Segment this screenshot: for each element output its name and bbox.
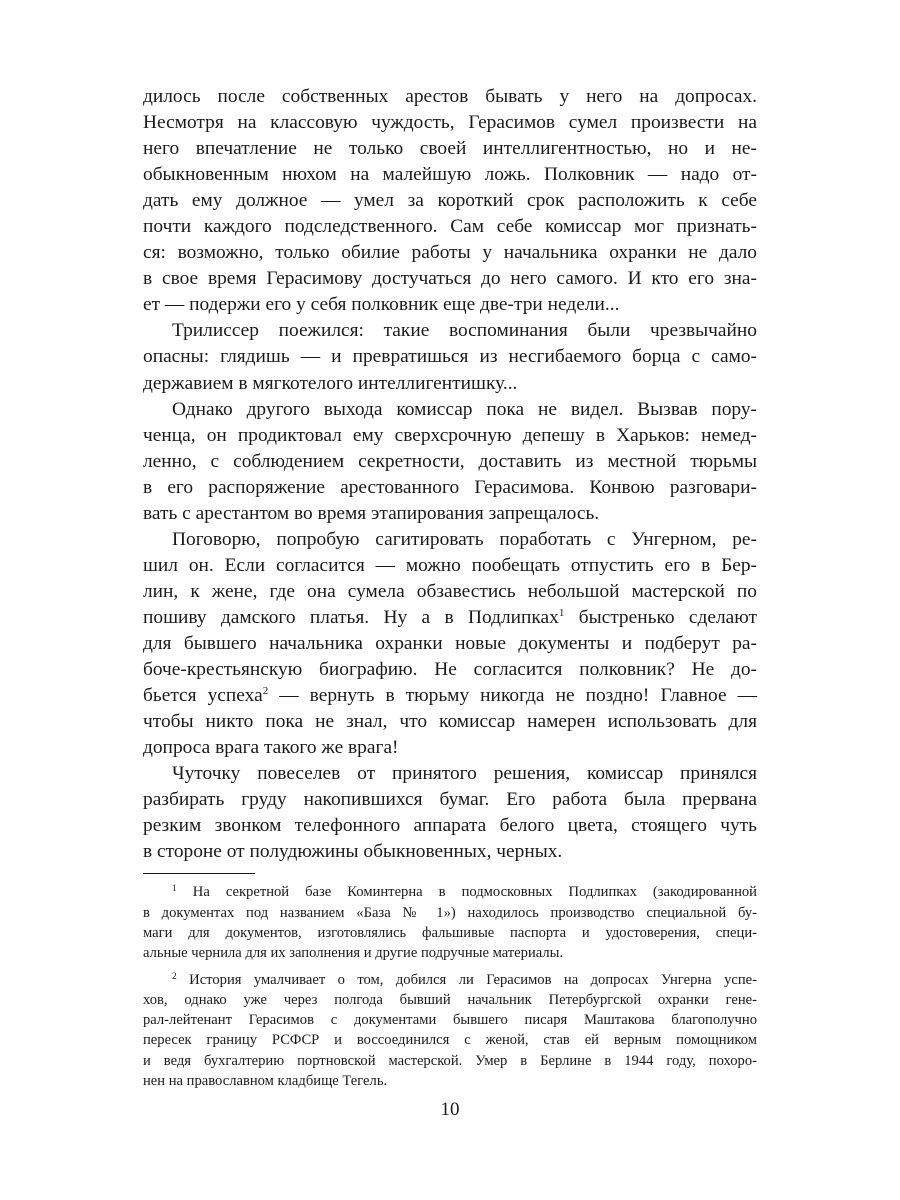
page-number: 10	[440, 1099, 460, 1120]
text-line: ленно, с соблюдением секретности, доставить из местной тюрьмы	[143, 450, 757, 472]
text-line: лин, к жене, где она сумела обзавестись небольшой мастерской по	[143, 580, 757, 602]
text-line: опасны: глядишь — и превратишься из несгибаемого борца с само-	[143, 346, 757, 368]
footnote-line: и ведя бухгалтерию портновской мастерской. Умер в Берлине в 1944 году, похоро-	[143, 1052, 757, 1069]
line-text-tail: быстренько сделают	[564, 606, 757, 628]
footnote-line: альные чернила для их заполнения и другие подручные материалы.	[143, 945, 564, 962]
text-line: допроса врага такого же врага!	[143, 737, 399, 759]
footnotes	[143, 882, 757, 1091]
footnote-ref-2[interactable]: 2	[262, 685, 269, 698]
text-line: резким звонком телефонного аппарата белого цвета, стоящего чуть	[143, 815, 757, 837]
footnote-text: На секретной базе Коминтерна в подмосковных Подлипках (закодированной	[176, 884, 757, 901]
footnote-line: нен на православном кладбище Тегель.	[143, 1073, 388, 1090]
footnote-divider	[143, 873, 255, 874]
text-line: в стороне от полудюжины обыкновенных, черных.	[143, 841, 563, 863]
footnote-marker: 2	[172, 971, 177, 982]
text-line: чтобы никто пока не знал, что комиссар намерен использовать для	[143, 711, 757, 733]
text-line: вать с арестантом во время этапирования запрещалось.	[143, 502, 600, 524]
line-text: пошиву дамского платья. Ну а в Подлипках	[143, 606, 559, 628]
text-line: ет — подержи его у себя полковник еще две-три недели...	[143, 294, 620, 316]
paragraph	[143, 84, 757, 318]
text-line: разбирать груду накопившихся бумаг. Его работа была прервана	[143, 789, 757, 811]
text-line: державием в мягкотелого интеллигентишку...	[143, 372, 518, 394]
paragraph	[143, 397, 757, 527]
footnote-line	[143, 970, 757, 990]
text-line-with-footnote	[143, 605, 757, 631]
text-line: для бывшего начальника охранки новые документы и подберут ра-	[143, 632, 757, 654]
paragraph	[143, 527, 757, 761]
text-line: в свое время Герасимову достучаться до него самого. И кто его зна-	[143, 268, 757, 290]
text-line: дилось после собственных арестов бывать у него на допросах.	[143, 86, 757, 107]
text-line: ченца, он продиктовал ему сверхсрочную депешу в Харьков: немед-	[143, 424, 757, 446]
book-page	[143, 84, 757, 1097]
text-line: шил он. Если согласится — можно пообещать отпустить его в Бер-	[143, 554, 757, 576]
footnote-line: в документах под названием «База № 1») находилось производство специальной бу-	[143, 904, 757, 921]
footnote-text: История умалчивает о том, добился ли Герасимов на допросах Унгерна успе-	[176, 971, 757, 988]
footnote-2	[143, 970, 757, 1092]
text-line: обыкновенным нюхом на малейшую ложь. Полковник — надо от-	[143, 164, 757, 186]
footnote-1	[143, 882, 757, 963]
text-line: Несмотря на классовую чуждость, Герасимов сумел произвести на	[143, 112, 757, 134]
footnote-marker: 1	[172, 884, 177, 895]
text-line: боче-крестьянскую биографию. Не согласится полковник? Не до-	[143, 659, 757, 681]
footnote-line: пересек границу РСФСР и воссоединился с женой, став ей верным помощником	[143, 1032, 757, 1049]
text-line: Трилиссер поежился: такие воспоминания были чрезвычайно	[172, 320, 757, 342]
text-line-with-footnote	[143, 683, 757, 709]
text-line: ся: возможно, только обилие работы у начальника охранки не дало	[143, 242, 757, 264]
text-line: Однако другого выхода комиссар пока не видел. Вызвав пору-	[172, 398, 757, 420]
footnote-line: рал-лейтенант Герасимов с документами бывшего писаря Маштакова благополучно	[143, 1012, 757, 1029]
footnote-line: хов, однако уже через полгода бывший начальник Петербургской охранки гене-	[143, 991, 757, 1008]
line-text: бьется успеха	[143, 685, 263, 707]
text-line: почти каждого подследственного. Сам себе комиссар мог признать-	[143, 216, 757, 238]
text-line: него впечатление не только своей интеллигентностью, но и не-	[143, 138, 757, 160]
paragraph	[143, 761, 757, 865]
paragraph	[143, 318, 757, 396]
text-line: в его распоряжение арестованного Герасимова. Конвою разговари-	[143, 476, 757, 498]
main-text	[143, 84, 757, 865]
line-text-tail: — вернуть в тюрьму никогда не поздно! Главное —	[268, 685, 757, 707]
footnote-line	[143, 882, 757, 902]
footnote-ref-1[interactable]: 1	[558, 606, 565, 619]
text-line: Поговорю, попробую сагитировать поработать с Унгерном, ре-	[172, 528, 757, 550]
footnote-line: маги для документов, изготовлялись фальшивые паспорта и удостоверения, специ-	[143, 925, 757, 941]
text-line: Чуточку повеселев от принятого решения, комиссар принялся	[172, 763, 757, 785]
text-line: дать ему должное — умел за короткий срок расположить к себе	[143, 190, 757, 212]
